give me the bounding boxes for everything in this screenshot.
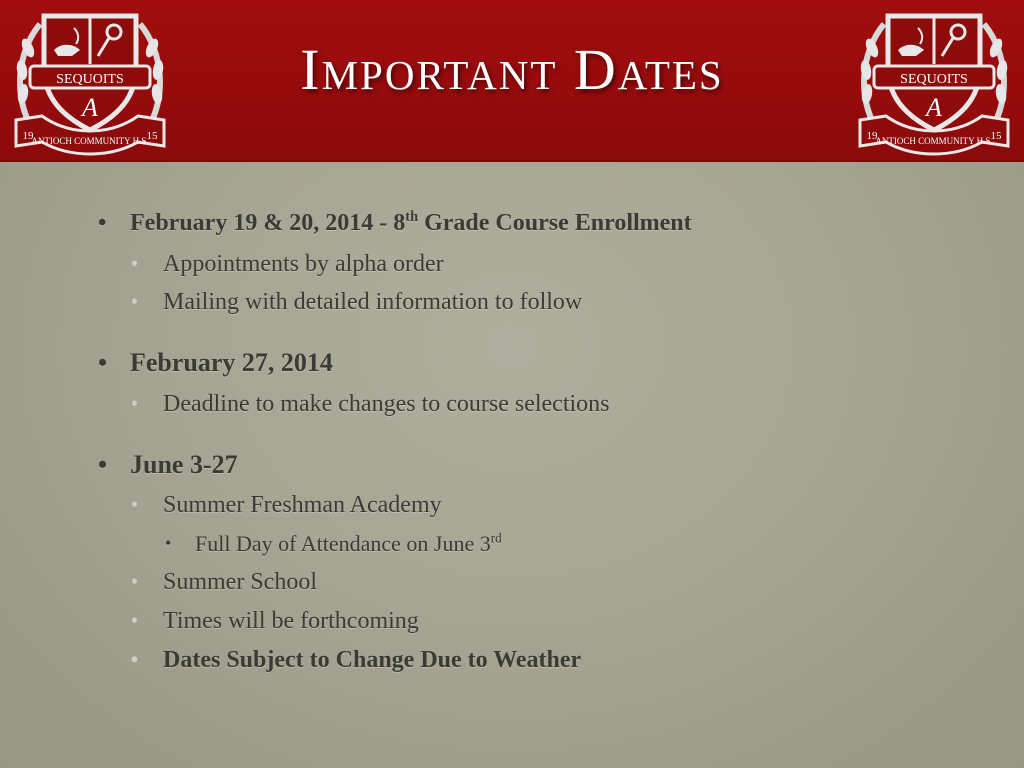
sub-bullet-mailing: • Mailing with detailed information to follow xyxy=(131,289,583,315)
sub-bullet-weather-notice: • Dates Subject to Change Due to Weather xyxy=(131,647,582,673)
svg-text:ANTIOCH COMMUNITY H.S.: ANTIOCH COMMUNITY H.S. xyxy=(875,136,993,146)
sub-sub-bullet-dot-icon: • xyxy=(165,533,172,553)
sub-sub-bullet-full-day: • Full Day of Attendance on June 3rd xyxy=(165,530,502,556)
sub-bullet-appointments: • Appointments by alpha order xyxy=(131,251,444,277)
sub-bullet-summer-school: • Summer School xyxy=(131,569,317,595)
sub-bullet-dot-icon: • xyxy=(131,610,139,632)
sub-bullet-times: • Times will be forthcoming xyxy=(131,608,419,634)
sub-bullet-dot-icon: • xyxy=(131,253,139,275)
bullet-feb-27: • February 27, 2014 xyxy=(98,348,333,377)
svg-text:ANTIOCH COMMUNITY H.S.: ANTIOCH COMMUNITY H.S. xyxy=(31,136,149,146)
sub-bullet-dot-icon: • xyxy=(131,291,139,313)
bullet-june: • June 3-27 xyxy=(98,450,238,479)
bullet-dot-icon: • xyxy=(98,210,107,236)
sub-bullet-dot-icon: • xyxy=(131,649,139,671)
svg-text:SEQUOITS: SEQUOITS xyxy=(900,72,968,87)
sub-bullet-dot-icon: • xyxy=(131,494,139,516)
svg-text:15: 15 xyxy=(990,130,1002,142)
svg-text:A: A xyxy=(926,93,942,122)
bullet-enrollment: • February 19 & 20, 2014 - 8th Grade Course Enrollment xyxy=(98,209,692,236)
svg-text:15: 15 xyxy=(146,130,158,142)
svg-text:19: 19 xyxy=(22,130,34,142)
svg-text:19: 19 xyxy=(866,130,878,142)
bullet-dot-icon: • xyxy=(98,348,108,377)
sub-bullet-freshman-academy: • Summer Freshman Academy xyxy=(131,492,442,518)
sub-bullet-dot-icon: • xyxy=(131,571,139,593)
slide-title: Important Dates xyxy=(300,37,724,102)
bullet-dot-icon: • xyxy=(98,450,108,479)
svg-text:SEQUOITS: SEQUOITS xyxy=(56,72,124,87)
svg-text:A: A xyxy=(82,93,98,122)
sub-bullet-dot-icon: • xyxy=(131,393,139,415)
sub-bullet-deadline: • Deadline to make changes to course selections xyxy=(131,391,610,417)
